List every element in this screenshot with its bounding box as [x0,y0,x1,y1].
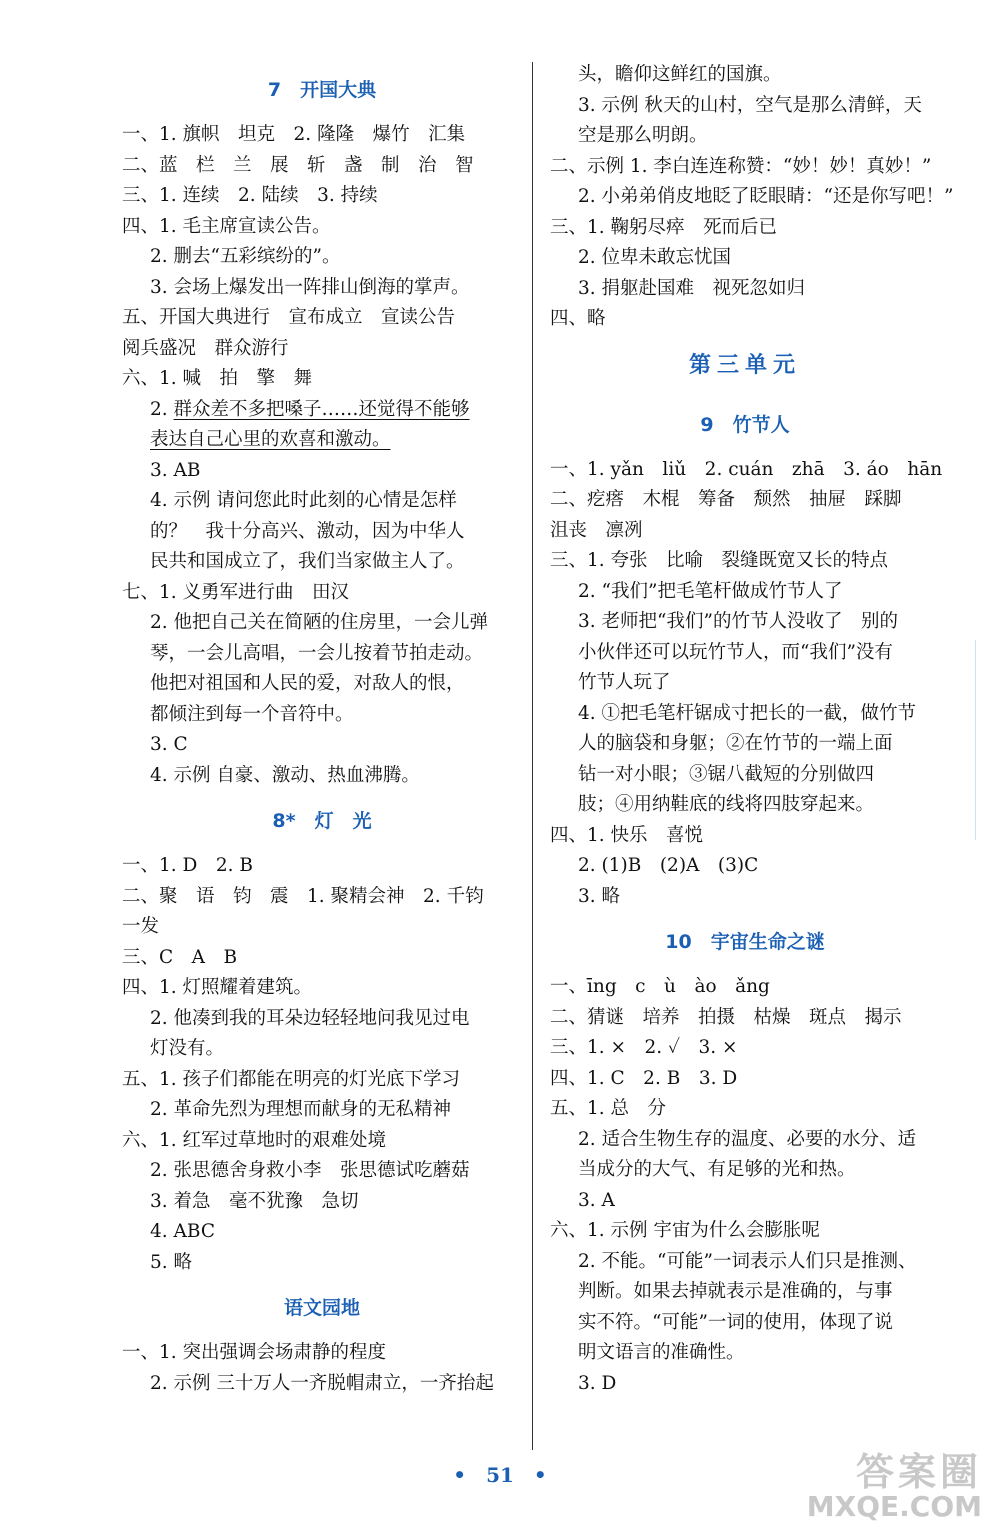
answer-line: 头，瞻仰这鲜红的国旗。 [578,64,782,85]
answer-line: 3. 略 [578,885,621,907]
answer-line: 2. 不能。“可能”一词表示人们只是推测、 [578,1250,917,1272]
answer-line: 六、1. 红军过草地时的艰难处境 [122,1129,387,1151]
answer-line: 2. 适合生物生存的温度、必要的水分、适 [578,1128,917,1150]
answer-line: 4. ①把毛笔杆锯成寸把长的一截，做竹节 [578,702,917,724]
answer-line: 竹节人玩了 [578,672,671,693]
answer-line: 三、1. 鞠躬尽瘁 死而后已 [550,216,778,238]
answer-line: 二、猜谜 培养 拍摄 枯燥 斑点 揭示 [550,1006,902,1028]
answer-line: 3. AB [150,459,201,481]
answer-line: 三、C A B [122,946,238,968]
answer-line: 钻一对小眼；③锯八截短的分别做四 [578,763,875,785]
section-title: 7 开国大典 [267,79,377,101]
answer-line: 一、1. 突出强调会场肃静的程度 [122,1342,387,1363]
answer-line: 他把对祖国和人民的爱，对敌人的恨， [150,673,465,694]
answer-line: 判断。如果去掉就表示是准确的，与事 [578,1281,893,1302]
answer-line: 一、īng c ù ào ǎng [550,976,770,997]
answer-line: 都倾注到每一个音符中。 [150,703,354,725]
answer-line: 2. (1)B (2)A (3)C [578,855,759,876]
answer-line: 灯没有。 [150,1038,225,1059]
answer-line: 五、1. 总 分 [550,1098,667,1119]
answer-line: 人的脑袋和身躯；②在竹节的一端上面 [578,733,893,754]
answer-line: 三、1. × 2. ✓ 3. × [550,1037,738,1058]
answer-line: 3. 老师把“我们”的竹节人没收了 别的 [578,611,898,632]
answer-line: 2. 小弟弟俏皮地眨了眨眼睛：“还是你写吧！” [578,186,954,207]
answer-line: 琴，一会儿高唱，一会儿按着节拍走动。 [150,642,484,664]
answer-line: 实不符。“可能”一词的使用，体现了说 [578,1311,893,1333]
right-column [550,60,954,1399]
answer-line: 4. ABC [150,1221,215,1242]
answer-line: 3. D [578,1372,617,1394]
answer-line: 2. 示例 三十万人一齐脱帽肃立，一齐抬起 [150,1372,494,1394]
answer-line: 明文语言的准确性。 [578,1342,745,1363]
watermark-url: MXQE.COM [806,1490,982,1523]
answer-number: 2. [150,398,174,420]
answer-line: 四、略 [550,308,606,329]
answer-line: 二、疙瘩 木棍 筹备 颓然 抽屉 踩脚 [550,489,902,510]
page-edge-mark [975,640,976,840]
answer-line: 五、开国大典进行 宣布成立 宣读公告 [122,307,456,328]
underlined-quote: 群众差不多把嗓子……还觉得不能够 [173,398,470,420]
answer-line: 3. C [150,734,188,755]
section-title: 9 竹节人 [700,413,790,436]
underlined-quote: 表达自己心里的欢喜和激动。 [150,429,391,450]
answer-line: 2. 他凑到我的耳朵边轻轻地问我见过电 [150,1007,470,1029]
answer-line: 2. 他把自己关在简陋的住房里，一会儿弹 [150,612,489,633]
left-column [122,60,522,1399]
answer-line: 4. 示例 请问您此时此刻的心情是怎样 [150,490,457,511]
answer-line: 5. 略 [150,1251,193,1273]
answer-line: 七、1. 义勇军进行曲 田汉 [122,581,350,603]
answer-line: 的？ 我十分高兴、激动，因为中华人 [150,520,465,542]
answer-line: 四、1. 毛主席宣读公告。 [122,215,331,237]
answer-line: 一、1. 旗帜 坦克 2. 隆隆 爆竹 汇集 [122,124,466,145]
answer-line: 六、1. 喊 拍 擎 舞 [122,368,313,389]
answer-line: 一、1. yǎn liǔ 2. cuán zhā 3. áo hān [550,458,943,480]
answer-line: 六、1. 示例 宇宙为什么会膨胀呢 [550,1220,820,1241]
answer-line: 二、聚 语 钧 震 1. 聚精会神 2. 千钧 [122,885,484,907]
unit-heading: 第三单元 [688,351,801,378]
answer-line: 二、示例 1. 李白连连称赞：“妙！妙！真妙！” [550,155,932,177]
answer-line-underlined [122,425,522,456]
answer-line: 3. A [578,1189,615,1211]
answer-line: 2. 革命先烈为理想而献身的无私精神 [150,1099,452,1120]
answer-line: 3. 示例 秋天的山村，空气是那么清鲜，天 [578,94,922,116]
answer-line: 一发 [122,916,160,937]
answer-line: 当成分的大气、有足够的光和热。 [578,1159,856,1180]
column-divider [532,62,533,1450]
answer-line: 2. “我们”把毛笔杆做成竹节人了 [578,580,843,602]
answer-line: 4. 示例 自豪、激动、热血沸腾。 [150,764,420,786]
answer-line: 五、1. 孩子们都能在明亮的灯光底下学习 [122,1068,461,1090]
answer-line: 2. 删去“五彩缤纷的”。 [150,246,341,267]
answer-line: 3. 着急 毫不犹豫 急切 [150,1190,359,1212]
answer-line: 2. 张思德舍身救小李 张思德试吃蘑菇 [150,1160,470,1181]
answer-line-underlined [122,395,522,426]
answer-line: 空是那么明朗。 [578,125,708,146]
answer-line: 3. 捐躯赴国难 视死忽如归 [578,277,806,299]
answer-line: 三、1. 夸张 比喻 裂缝既宽又长的特点 [550,550,889,571]
answer-line: 二、蓝 栏 兰 展 斩 盏 制 治 智 [122,154,474,176]
answer-line: 三、1. 连续 2. 陆续 3. 持续 [122,185,378,206]
section-title: 10 宇宙生命之谜 [665,931,825,953]
section-title: 语文园地 [283,1297,360,1319]
answer-line: 3. 会场上爆发出一阵排山倒海的掌声。 [150,276,470,298]
answer-line: 四、1. 快乐 喜悦 [550,824,704,846]
answer-line: 民共和国成立了，我们当家做主人了。 [150,551,465,572]
answer-line: 四、1. 灯照耀着建筑。 [122,977,313,998]
watermark [807,1452,982,1522]
answer-line: 肢；④用纳鞋底的线将四肢穿起来。 [578,794,875,815]
answer-line: 沮丧 凛冽 [550,519,643,541]
page-number: • 51 • [453,1463,547,1487]
answer-line: 一、1. D 2. B [122,855,253,876]
answer-line: 小伙伴还可以玩竹节人，而“我们”没有 [578,641,893,663]
watermark-logo-text: 答案圈 [855,1450,982,1494]
section-title: 8* 灯 光 [272,810,372,832]
answer-line: 阅兵盛况 群众游行 [122,337,289,359]
answer-line: 四、1. C 2. B 3. D [550,1067,738,1089]
answer-line: 2. 位卑未敢忘忧国 [578,247,732,268]
